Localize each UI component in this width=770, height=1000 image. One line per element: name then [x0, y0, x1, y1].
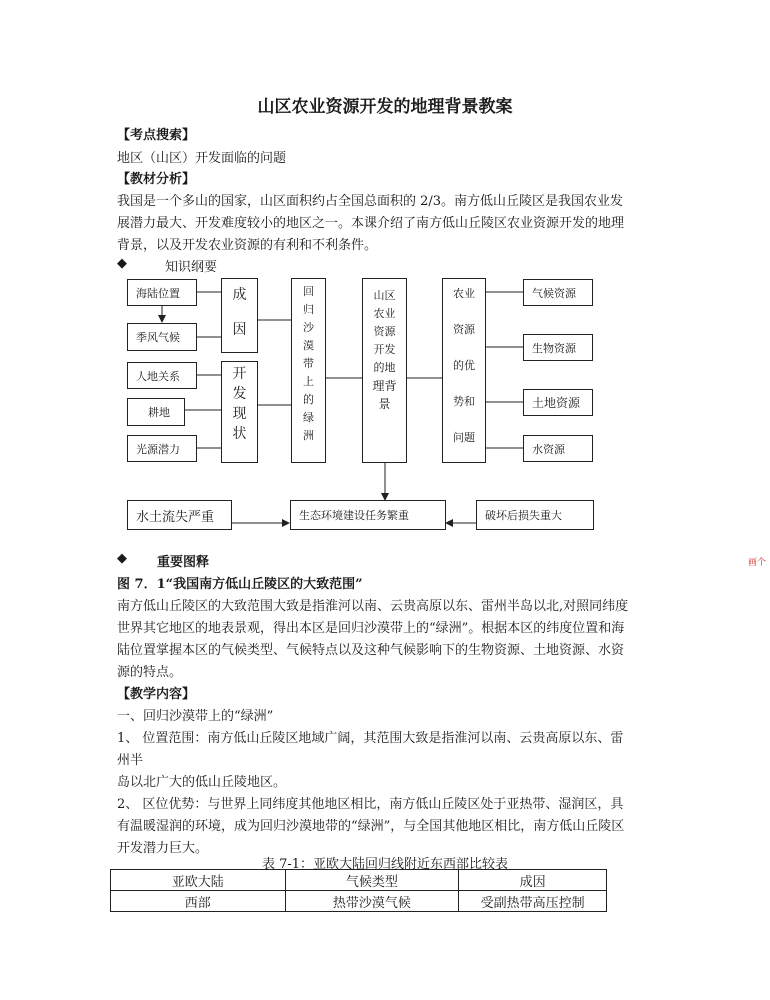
figure-line: 南方低山丘陵区的大致范围大致是指淮河以南、云贵高原以东、雷州半岛以北,对照同纬度	[117, 599, 629, 614]
outline-bullet: ◆	[117, 256, 127, 271]
box-hailu-weizhi	[127, 279, 197, 306]
box-label: 水资源	[532, 442, 565, 456]
figure-label: 重要图释	[157, 555, 210, 570]
center-line: 景	[378, 397, 391, 411]
huigui-char: 的	[303, 393, 314, 406]
figure-line: 陆位置掌握本区的气候类型、气候特点以及这种气候影响下的生物资源、土地资源、水资	[117, 643, 625, 658]
youshi-line: 资源	[453, 323, 475, 336]
table-caption: 表 7-1：亚欧大陆回归线附近东西部比较表	[261, 857, 509, 872]
youshi-line: 的优	[453, 359, 475, 372]
jiaocai-line: 展潜力最大、开发难度较小的地区之一。本课介绍了南方低山丘陵区农业资源开发的地理	[117, 216, 625, 231]
section-heading-kaodian: 【考点搜索】	[117, 128, 196, 143]
margin-note: 画个	[748, 558, 767, 568]
section-heading-jiaocai: 【教材分析】	[117, 172, 196, 187]
center-line: 资源	[373, 325, 396, 338]
kaifa-char: 发	[232, 386, 247, 402]
box-label: 破坏后损失重大	[485, 509, 562, 522]
center-line: 的地	[373, 361, 396, 374]
content-line: 州半	[117, 753, 144, 768]
box-label: 人地关系	[136, 369, 180, 383]
content-line: 有温暖湿润的环境，成为回归沙漠地带的“绿洲”，与全国其他地区相比，南方低山丘陵区	[117, 819, 625, 834]
content-line: 1、 位置范围：南方低山丘陵区地域广阔，其范围大致是指淮河以南、云贵高原以东、雷	[117, 731, 624, 746]
comparison-table	[110, 869, 607, 912]
box-label: 耕地	[148, 406, 170, 419]
content-line: 岛以北广大的低山丘陵地区。	[117, 775, 287, 790]
box-pohuai-sunshi	[476, 500, 594, 530]
jiaocai-line: 背景，以及开发农业资源的有利和不利条件。	[117, 238, 378, 253]
huigui-char: 带	[303, 357, 314, 370]
box-shui-ziyuan	[523, 435, 593, 462]
box-label: 生物资源	[532, 341, 576, 355]
table-cell: 热带沙漠气候	[285, 891, 459, 912]
kaifa-char: 状	[232, 426, 247, 442]
figure-line: 世界其它地区的地表景观，得出本区是回归沙漠带上的“绿洲”。根据本区的纬度位置和海	[117, 621, 625, 636]
box-tudi-ziyuan	[523, 389, 593, 416]
center-line: 开发	[373, 343, 396, 356]
box-chengyin	[221, 278, 258, 353]
huigui-char: 漠	[303, 339, 314, 352]
box-label: 气候资源	[532, 286, 576, 300]
box-shuitu-liushi	[127, 500, 232, 530]
youshi-line: 问题	[453, 431, 475, 444]
huigui-char: 沙	[303, 321, 314, 334]
center-line: 山区	[373, 289, 396, 302]
content-line: 开发潜力巨大。	[117, 841, 209, 856]
huigui-char: 上	[303, 375, 314, 388]
huigui-char: 洲	[303, 429, 314, 442]
box-shengwu-ziyuan	[523, 334, 593, 361]
figure-bullet: ◆	[117, 551, 127, 566]
page-title: 山区农业资源开发的地理背景教案	[257, 97, 513, 117]
outline-label: 知识纲要	[165, 260, 218, 275]
box-shengtai-jianshe	[290, 500, 446, 530]
chengyin-char: 成	[232, 287, 247, 303]
box-label: 海陆位置	[136, 286, 180, 300]
figure-title: 图 7．1“我国南方低山丘陵区的大致范围”	[117, 577, 363, 592]
kaifa-char: 现	[232, 406, 247, 422]
huigui-char: 回	[303, 285, 314, 298]
box-guangyuan-qianli	[127, 435, 197, 462]
box-label: 土地资源	[532, 396, 581, 410]
table-header: 亚欧大陆	[111, 870, 286, 891]
content-line: 2、 区位优势：与世界上同纬度其他地区相比，南方低山丘陵区处于亚热带、湿润区，具	[117, 797, 624, 812]
table-header-row	[111, 870, 607, 891]
box-label: 季风气候	[136, 331, 180, 344]
kaodian-text: 地区（山区）开发面临的问题	[117, 151, 287, 166]
box-kaifa-xianzhuang	[221, 361, 258, 463]
youshi-line: 农业	[453, 287, 475, 300]
jiaocai-line: 我国是一个多山的国家，山区面积约占全国总面积的 2/3。南方低山丘陵区是我国农业发	[117, 194, 624, 209]
huigui-char: 绿	[303, 411, 314, 424]
box-label: 光源潜力	[136, 442, 180, 456]
box-youshi-wenti	[442, 278, 486, 463]
box-label: 生态环境建设任务繁重	[299, 509, 409, 522]
center-line: 理背	[372, 379, 397, 393]
box-qihou-ziyuan	[523, 279, 593, 306]
kaifa-char: 开	[232, 366, 247, 382]
table-header: 气候类型	[285, 870, 459, 891]
table-cell: 西部	[111, 891, 286, 912]
table-cell: 受副热带高压控制	[459, 891, 607, 912]
table-row	[111, 891, 607, 912]
chengyin-char: 因	[232, 322, 247, 338]
figure-line: 源的特点。	[117, 665, 183, 680]
table-header: 成因	[459, 870, 607, 891]
content-line: 一、回归沙漠带上的“绿洲”	[117, 709, 274, 724]
box-jifeng-qihou	[127, 323, 197, 351]
box-label: 水土流失严重	[136, 509, 215, 525]
box-rendi-guanxi	[127, 362, 197, 389]
box-huigui-shamo-lvzhou	[291, 278, 326, 463]
center-line: 农业	[373, 307, 396, 320]
box-center-dili-beijing	[362, 278, 407, 463]
section-heading-jiaoxue: 【教学内容】	[117, 687, 196, 702]
huigui-char: 归	[303, 303, 314, 316]
box-gengdi	[127, 398, 185, 426]
youshi-line: 势和	[453, 395, 475, 408]
